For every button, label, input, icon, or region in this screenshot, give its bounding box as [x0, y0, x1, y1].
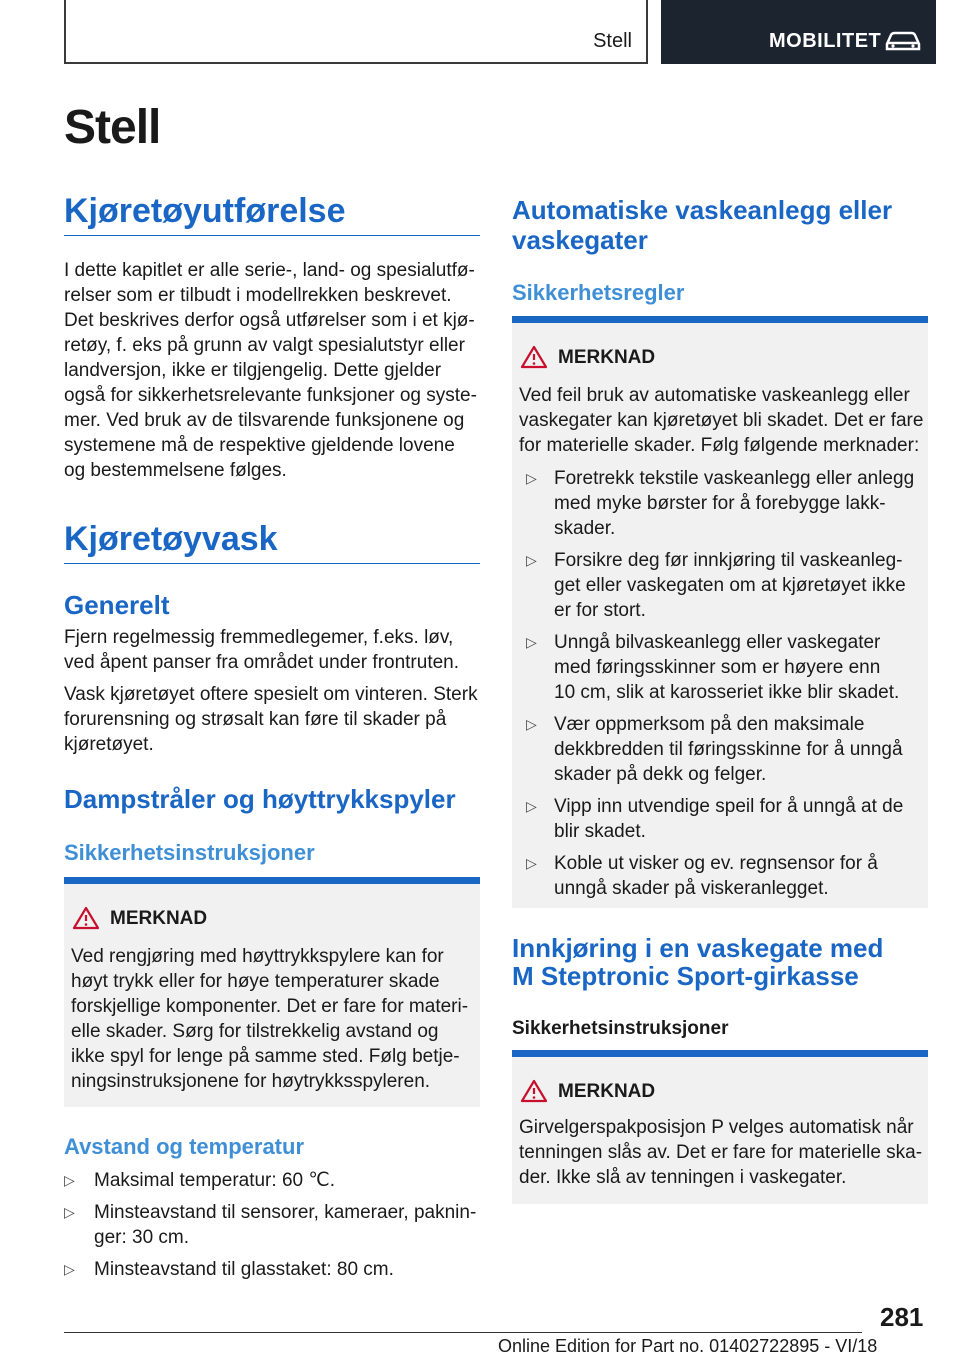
bullet-triangle-icon: ▷: [526, 552, 537, 568]
text-line: Koble ut visker og ev. regnsensor for å: [554, 853, 878, 874]
heading-sikkerhetsinstruksjoner-2: Sikkerhetsinstruksjoner: [512, 1018, 729, 1039]
text-line: systemene må de respektive gjeldende lovene: [64, 435, 455, 456]
text-line: elle skader. Sørg for tilstrekkelig avstand og: [71, 1021, 439, 1042]
text-line: forurensning og strøsalt kan føre til skader på: [64, 709, 447, 730]
bullet-triangle-icon: ▷: [64, 1204, 75, 1220]
text-line: ikke spyl for lenge på samme sted. Følg betje-: [71, 1046, 460, 1067]
text-line: Girvelgerspakposisjon P velges automatisk når: [519, 1117, 914, 1138]
list-item-text: [554, 851, 878, 901]
bullet-triangle-icon: ▷: [526, 470, 537, 486]
text-line: Vipp inn utvendige speil for å unngå at de: [554, 796, 904, 817]
warning-icon: [72, 906, 100, 930]
text-line: retøy, f. eks på grunn av valgt spesialutstyr eller: [64, 335, 465, 356]
bullet-triangle-icon: ▷: [526, 634, 537, 650]
text-line: skader.: [554, 518, 616, 539]
warning-icon: [520, 345, 548, 369]
note-text: [519, 383, 923, 458]
header-chapter-label: MOBILITET: [769, 30, 882, 52]
note-title: MERKNAD: [110, 908, 208, 929]
page-number: 281: [880, 1302, 924, 1332]
text-line: Fjern regelmessig fremmedlegemer, f.eks. løv,: [64, 627, 454, 648]
text-line: unngå skader på viskeranlegget.: [554, 878, 829, 899]
header-section-box: [64, 0, 648, 64]
text-line: landversjon, ikke er tilgjengelig. Dette gjelder: [64, 360, 442, 381]
heading-line: Automatiske vaskeanlegg eller: [512, 195, 893, 225]
heading-innkjoring: [512, 934, 883, 990]
text-line: også for sikkerhetsrelevante funksjoner og syste-: [64, 385, 477, 406]
heading-kjoretoyutforelse: Kjøretøyutførelse: [64, 192, 346, 230]
text-line: Vær oppmerksom på den maksimale: [554, 714, 865, 735]
list-item-text: [554, 630, 899, 705]
list-item-text: [94, 1257, 394, 1282]
text-line: skader på dekk og felger.: [554, 764, 767, 785]
note-text: [71, 944, 468, 1094]
text-line: er for stort.: [554, 600, 646, 621]
heading-rule: [64, 563, 480, 564]
text-line: mer. Ved bruk av de tilsvarende funksjonene og: [64, 410, 465, 431]
text-line: I dette kapitlet er alle serie-, land- og spesialutfø-: [64, 260, 475, 281]
text-line: Foretrekk tekstile vaskeanlegg eller anlegg: [554, 468, 915, 489]
list-item-text: [554, 712, 903, 787]
heading-sikkerhetsinstruksjoner: Sikkerhetsinstruksjoner: [64, 840, 315, 865]
text-line: relser som er tilbudt i modellrekken beskrevet.: [64, 285, 452, 306]
text-line: tenningen slås av. Det er fare for materielle ska-: [519, 1142, 923, 1163]
page-title: Stell: [64, 101, 161, 154]
text-line: Unngå bilvaskeanlegg eller vaskegater: [554, 632, 881, 653]
text-line: dekkbredden til føringsskinne for å unngå: [554, 739, 903, 760]
text-line: høyt trykk eller for høye temperaturer skade: [71, 971, 440, 992]
bullet-triangle-icon: ▷: [64, 1172, 75, 1188]
note-box: [512, 1050, 928, 1204]
warning-icon: [520, 1079, 548, 1103]
text-line: ningsinstruksjonene for høytrykksspyleren.: [71, 1071, 431, 1092]
text-line: forskjellige komponenter. Det er fare for materi-: [71, 996, 469, 1017]
text-line: Maksimal temperatur: 60 ℃.: [94, 1170, 335, 1191]
bullet-triangle-icon: ▷: [64, 1261, 75, 1277]
heading-line: vaskegater: [512, 225, 648, 255]
text-line: get eller vaskegaten om at kjøretøyet ikke: [554, 575, 906, 596]
bullet-triangle-icon: ▷: [526, 855, 537, 871]
text-line: ved åpent panser fra området under frontruten.: [64, 652, 460, 673]
heading-rule: [64, 235, 480, 236]
footer-rule: [64, 1332, 862, 1333]
heading-automatiske-vaskeanlegg: [512, 195, 892, 255]
list-item-text: [554, 466, 914, 541]
text-line: Minsteavstand til glasstaket: 80 cm.: [94, 1259, 394, 1280]
heading-generelt: Generelt: [64, 590, 170, 620]
note-box: [64, 877, 480, 1107]
text-line: blir skadet.: [554, 821, 646, 842]
paragraph-generelt-1: [64, 625, 459, 675]
text-line: kjøretøyet.: [64, 734, 154, 755]
heading-dampstraler: Dampstråler og høyttrykkspyler: [64, 784, 456, 814]
heading-avstand: Avstand og temperatur: [64, 1134, 305, 1159]
text-line: 10 cm, slik at karosseriet ikke blir skadet.: [554, 682, 900, 703]
list-item-text: [94, 1200, 476, 1250]
paragraph-generelt-2: [64, 682, 478, 757]
list-item-text: [554, 794, 903, 844]
bullet-triangle-icon: ▷: [526, 798, 537, 814]
note-text: [519, 1115, 922, 1190]
text-line: med myke børster for å forebygge lakk-: [554, 493, 886, 514]
car-icon: [883, 30, 923, 52]
text-line: Minsteavstand til sensorer, kameraer, paknin-: [94, 1202, 477, 1223]
text-line: Ved rengjøring med høyttrykkspylere kan for: [71, 946, 444, 967]
note-title: MERKNAD: [558, 1081, 656, 1102]
text-line: og bestemmelsene følges.: [64, 460, 287, 481]
note-box: [512, 316, 928, 908]
text-line: med føringsskinner som er høyere enn: [554, 657, 881, 678]
text-line: for materielle skader. Følg følgende merknader:: [519, 435, 920, 456]
paragraph-kjoretoyutforelse: [64, 258, 477, 483]
list-item-text: [554, 548, 906, 623]
heading-kjoretoyvask: Kjøretøyvask: [64, 520, 278, 558]
header-section-label: Stell: [593, 30, 632, 52]
footer-edition: Online Edition for Part no. 01402722895 - VI/18: [498, 1336, 878, 1356]
text-line: der. Ikke slå av tenningen i vaskegater.: [519, 1167, 847, 1188]
text-line: Forsikre deg før innkjøring til vaskeanleg-: [554, 550, 903, 571]
text-line: ger: 30 cm.: [94, 1227, 190, 1248]
heading-sikkerhetsregler: Sikkerhetsregler: [512, 280, 685, 305]
heading-line: M Steptronic Sport-girkasse: [512, 961, 859, 991]
text-line: vaskegater kan kjøretøyet bli skadet. Det er fare: [519, 410, 924, 431]
heading-line: Innkjøring i en vaskegate med: [512, 933, 884, 963]
note-title: MERKNAD: [558, 347, 656, 368]
text-line: Ved feil bruk av automatiske vaskeanlegg eller: [519, 385, 910, 406]
header-chapter-box: [661, 0, 936, 64]
text-line: Vask kjøretøyet oftere spesielt om vinteren. Sterk: [64, 684, 478, 705]
text-line: Det beskrives derfor også utførelser som i et kjø-: [64, 310, 475, 331]
bullet-triangle-icon: ▷: [526, 716, 537, 732]
list-item-text: [94, 1168, 335, 1193]
